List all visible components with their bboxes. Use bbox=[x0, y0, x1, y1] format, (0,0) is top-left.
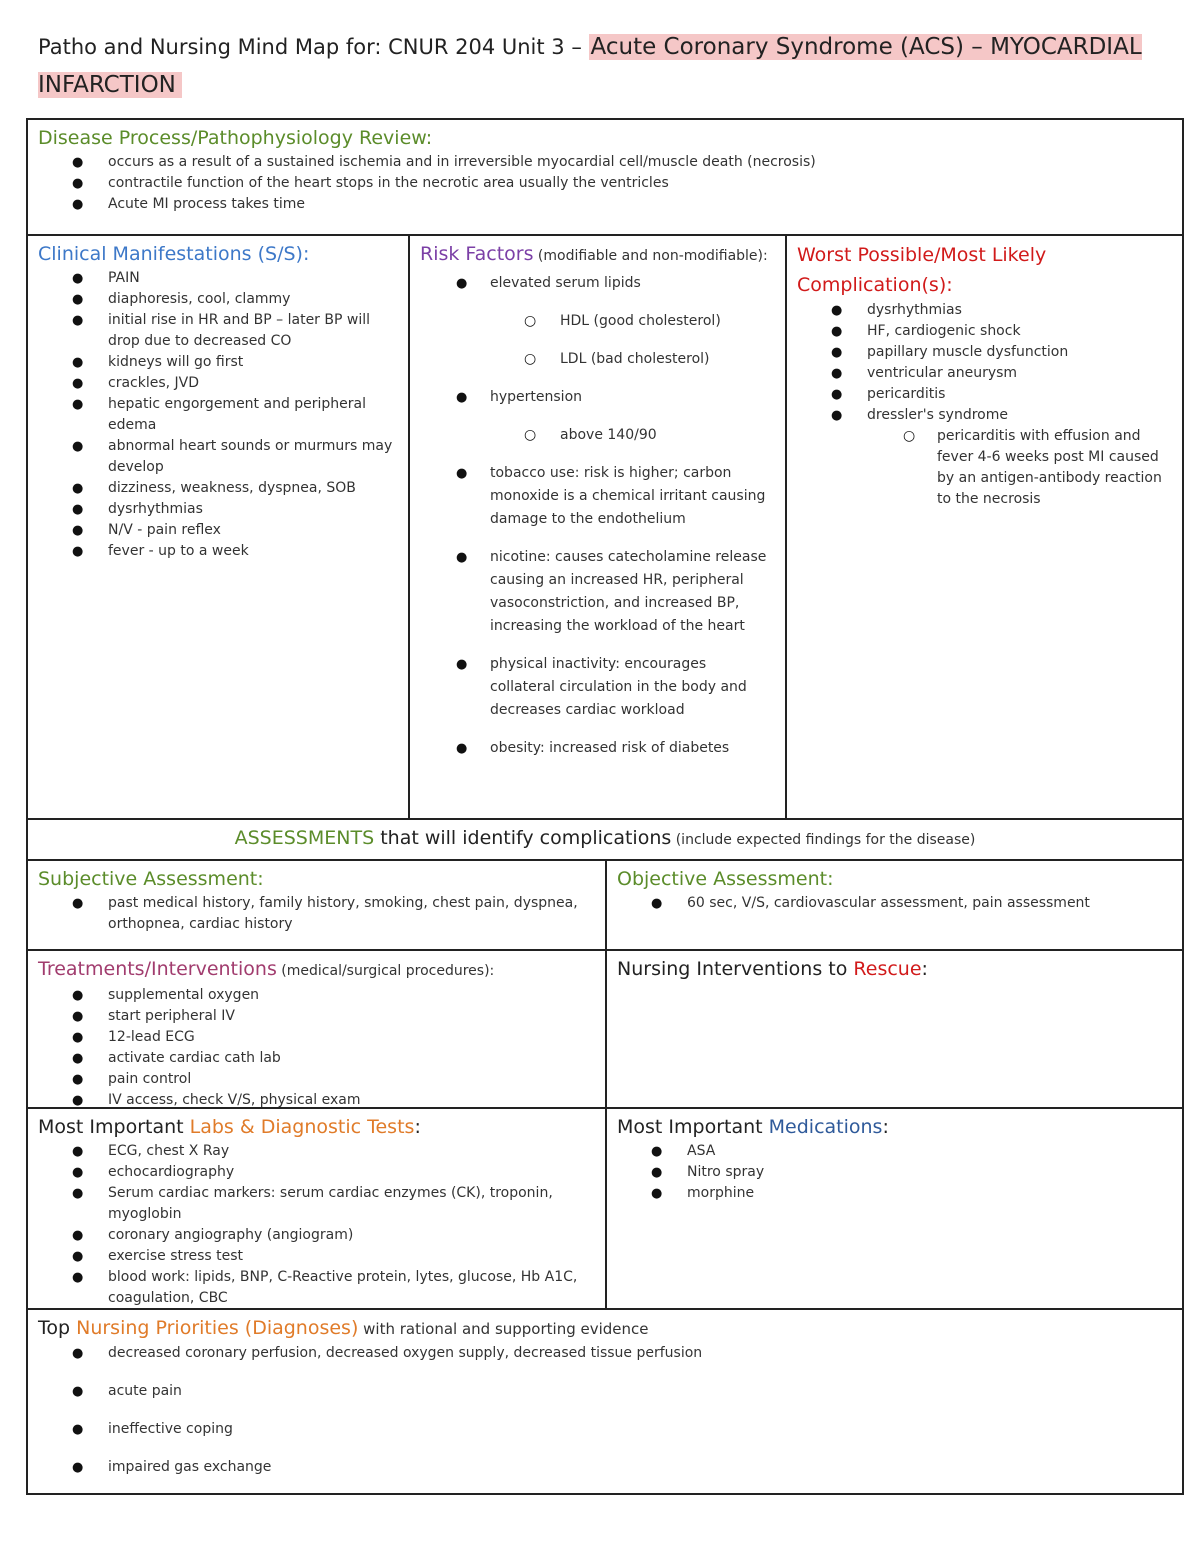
list-item: ● dressler's syndrome bbox=[797, 405, 1172, 426]
risk-factors-section bbox=[410, 236, 785, 818]
list-item: ● 60 sec, V/S, cardiovascular assessment, pain assessment bbox=[617, 893, 1172, 914]
list-item: ● dysrhythmias bbox=[797, 300, 1172, 321]
medications-section bbox=[607, 1109, 1182, 1308]
list-item: ● 12-lead ECG bbox=[38, 1027, 595, 1048]
subjective-heading: Subjective Assessment: bbox=[38, 868, 264, 890]
list-item: ● kidneys will go first bbox=[38, 352, 398, 373]
treatments-section bbox=[28, 951, 605, 1107]
list-item: ○ HDL (good cholesterol) bbox=[420, 310, 775, 333]
risk-heading: Risk Factors (modifiable and non-modifiable): bbox=[420, 243, 768, 265]
list-item: ● echocardiography bbox=[38, 1162, 595, 1183]
complications-section bbox=[787, 236, 1182, 818]
list-item: ● elevated serum lipids bbox=[420, 272, 775, 295]
rescue-heading: Nursing Interventions to Rescue: bbox=[617, 958, 928, 980]
list-item: ● activate cardiac cath lab bbox=[38, 1048, 595, 1069]
list-item: ● impaired gas exchange bbox=[38, 1457, 1172, 1478]
list-item: ○ pericarditis with effusion and fever 4-6 weeks post MI caused by an antigen-antibody reaction to the necrosis bbox=[797, 426, 1172, 510]
assessments-banner: ASSESSMENTS that will identify complications (include expected findings for the disease) bbox=[234, 827, 976, 849]
subjective-assessment-section bbox=[28, 861, 605, 949]
list-item: ● IV access, check V/S, physical exam bbox=[38, 1090, 595, 1107]
medications-heading: Most Important Medications: bbox=[617, 1116, 889, 1138]
list-item: ○ above 140/90 bbox=[420, 424, 775, 447]
list-item: ● nicotine: causes catecholamine release causing an increased HR, peripheral vasoconstriction, and increased BP, increasing the workload of the heart bbox=[420, 546, 775, 638]
disease-process-section bbox=[28, 120, 1182, 234]
list-item: ● initial rise in HR and BP – later BP will drop due to decreased CO bbox=[38, 310, 398, 352]
list-item: ● occurs as a result of a sustained ischemia and in irreversible myocardial cell/muscle death (necrosis) bbox=[38, 152, 1172, 173]
list-item: ● HF, cardiogenic shock bbox=[797, 321, 1172, 342]
clinical-heading: Clinical Manifestations (S/S): bbox=[38, 243, 310, 265]
labs-section bbox=[28, 1109, 605, 1308]
list-item: ● pericarditis bbox=[797, 384, 1172, 405]
list-item: ● pain control bbox=[38, 1069, 595, 1090]
list-item: ● acute pain bbox=[38, 1381, 1172, 1402]
priorities-heading: Top Nursing Priorities (Diagnoses) with rational and supporting evidence bbox=[38, 1317, 649, 1339]
list-item: ● tobacco use: risk is higher; carbon monoxide is a chemical irritant causing damage to the endothelium bbox=[420, 462, 775, 531]
objective-heading: Objective Assessment: bbox=[617, 868, 834, 890]
list-item: ● contractile function of the heart stops in the necrotic area usually the ventricles bbox=[38, 173, 1172, 194]
list-item: ● ECG, chest X Ray bbox=[38, 1141, 595, 1162]
list-item: ● dizziness, weakness, dyspnea, SOB bbox=[38, 478, 398, 499]
list-item: ● papillary muscle dysfunction bbox=[797, 342, 1172, 363]
list-item: ● start peripheral IV bbox=[38, 1006, 595, 1027]
title-highlight: Acute Coronary Syndrome (ACS) – MYOCARDIAL INFARCTION bbox=[38, 34, 1142, 98]
list-item: ● hepatic engorgement and peripheral edema bbox=[38, 394, 398, 436]
rescue-section bbox=[607, 951, 1182, 1107]
list-item: ● blood work: lipids, BNP, C-Reactive protein, lytes, glucose, Hb A1C, coagulation, CBC bbox=[38, 1267, 595, 1308]
list-item: ● physical inactivity: encourages collateral circulation in the body and decreases cardiac workload bbox=[420, 653, 775, 722]
complications-heading: Worst Possible/Most Likely Complication(s): bbox=[797, 244, 1047, 296]
mind-map-grid bbox=[26, 118, 1184, 1495]
objective-assessment-section bbox=[607, 861, 1182, 949]
nursing-priorities-section bbox=[28, 1310, 1182, 1493]
list-item: ● Acute MI process takes time bbox=[38, 194, 1172, 215]
list-item: ● morphine bbox=[617, 1183, 1172, 1204]
title-prefix: Patho and Nursing Mind Map for: CNUR 204 Unit 3 – bbox=[38, 35, 589, 59]
list-item: ● ASA bbox=[617, 1141, 1172, 1162]
list-item: ● Serum cardiac markers: serum cardiac enzymes (CK), troponin, myoglobin bbox=[38, 1183, 595, 1225]
list-item: ● decreased coronary perfusion, decreased oxygen supply, decreased tissue perfusion bbox=[38, 1343, 1172, 1364]
list-item: ● past medical history, family history, smoking, chest pain, dyspnea, orthopnea, cardiac history bbox=[38, 893, 595, 935]
list-item: ● exercise stress test bbox=[38, 1246, 595, 1267]
list-item: ● supplemental oxygen bbox=[38, 985, 595, 1006]
list-item: ● diaphoresis, cool, clammy bbox=[38, 289, 398, 310]
list-item: ● dysrhythmias bbox=[38, 499, 398, 520]
disease-heading: Disease Process/Pathophysiology Review: bbox=[38, 127, 433, 149]
list-item: ● hypertension bbox=[420, 386, 775, 409]
list-item: ● N/V - pain reflex bbox=[38, 520, 398, 541]
labs-heading: Most Important Labs & Diagnostic Tests: bbox=[38, 1116, 421, 1138]
list-item: ● abnormal heart sounds or murmurs may develop bbox=[38, 436, 398, 478]
list-item: ● obesity: increased risk of diabetes bbox=[420, 737, 775, 760]
list-item: ● coronary angiography (angiogram) bbox=[38, 1225, 595, 1246]
list-item: ● ventricular aneurysm bbox=[797, 363, 1172, 384]
clinical-manifestations-section bbox=[28, 236, 408, 818]
list-item: ● Nitro spray bbox=[617, 1162, 1172, 1183]
list-item: ● fever - up to a week bbox=[38, 541, 398, 562]
list-item: ● ineffective coping bbox=[38, 1419, 1172, 1440]
list-item: ● crackles, JVD bbox=[38, 373, 398, 394]
list-item: ● PAIN bbox=[38, 268, 398, 289]
page-title bbox=[38, 28, 1168, 104]
treatments-heading: Treatments/Interventions (medical/surgical procedures): bbox=[38, 958, 495, 980]
list-item: ○ LDL (bad cholesterol) bbox=[420, 348, 775, 371]
